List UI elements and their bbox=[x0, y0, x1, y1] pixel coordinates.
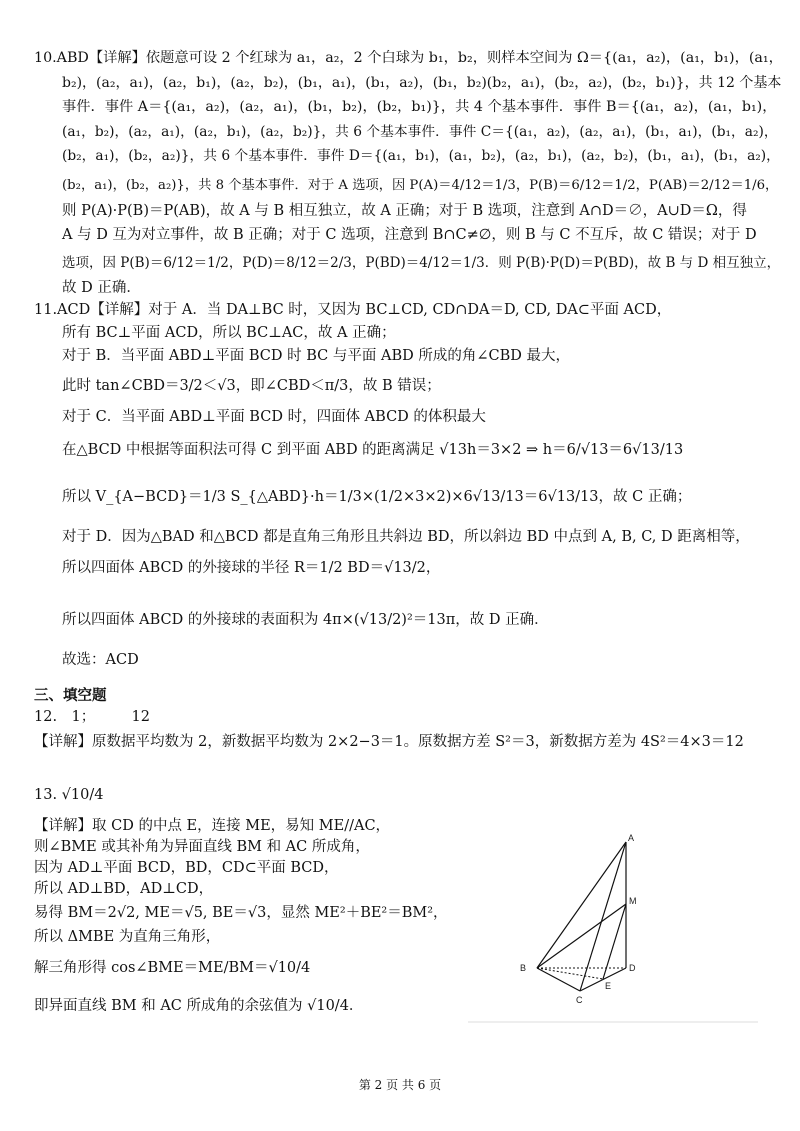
vertex-label-c: C bbox=[576, 995, 583, 1005]
vertex-label-m: M bbox=[629, 896, 637, 906]
q13-line: 则∠BME 或其补角为异面直线 BM 和 AC 所成角， bbox=[34, 839, 370, 855]
vertex-label-d: D bbox=[629, 963, 636, 973]
q10-line: 故 D 正确． bbox=[62, 280, 141, 296]
vertex-label-b: B bbox=[520, 963, 527, 973]
q10-line: (a₁，b₂)，(a₂，a₁)，(a₂，b₁)，(a₂，b₂)}，共 6 个基本事件．事件 C＝{(a₁，a₂)，(a₂，a₁)，(b₁，a₁)，(b₁，a₂)， bbox=[62, 124, 778, 140]
q11-line: 所以 V_{A−BCD}＝1/3 S_{△ABD}·h＝1/3×(1/2×3×2)×6√13/13＝6√13/13，故 C 正确； bbox=[62, 489, 692, 505]
q10-line: A 与 D 互为对立事件，故 B 正确；对于 C 选项，注意到 B∩C≠∅，则 B 与 C 不互斥，故 C 错误；对于 D bbox=[62, 227, 757, 243]
q11-line: 11.ACD【详解】对于 A．当 DA⊥BC 时，又因为 BC⊥CD, CD∩DA＝D, CD, DA⊂平面 ACD， bbox=[34, 302, 672, 318]
q11-line: 对于 B．当平面 ABD⊥平面 BCD 时 BC 与平面 ABD 所成的角∠CBD 最大， bbox=[62, 348, 570, 364]
q13-line: 即异面直线 BM 和 AC 所成角的余弦值为 √10/4． bbox=[34, 998, 364, 1014]
q10-line: 事件．事件 A＝{(a₁，a₂)，(a₂，a₁)，(b₁，b₂)，(b₂，b₁)}，共 4 个基本事件．事件 B＝{(a₁，a₂)，(a₁，b₁)， bbox=[62, 99, 777, 115]
q13-answer: 13. √10/4 bbox=[34, 787, 104, 803]
q10-line: 则 P(A)·P(B)＝P(AB)，故 A 与 B 相互独立，故 A 正确；对于 B 选项，注意到 A∩D＝∅，A∪D＝Ω，得 bbox=[62, 203, 747, 219]
q11-line: 此时 tan∠CBD＝3/2＜√3，即∠CBD＜π/3，故 B 错误； bbox=[62, 378, 441, 394]
q12-detail: 【详解】原数据平均数为 2，新数据平均数为 2×2−3＝1。原数据方差 S²＝3，新数据方差为 4S²＝4×3＝12 bbox=[34, 734, 744, 750]
q13-line: 所以 ΔMBE 为直角三角形， bbox=[34, 929, 221, 945]
q11-line: 所有 BC⊥平面 ACD，所以 BC⊥AC，故 A 正确； bbox=[62, 325, 396, 341]
q13-line: 所以 AD⊥BD，AD⊥CD， bbox=[34, 881, 214, 897]
q10-line: 10.ABD【详解】依题意可设 2 个红球为 a₁，a₂，2 个白球为 b₁，b₂，则样本空间为 Ω＝{(a₁，a₂)，(a₁，b₁)，(a₁， bbox=[34, 50, 783, 66]
q11-line: 对于 C．当平面 ABD⊥平面 BCD 时，四面体 ABCD 的体积最大 bbox=[62, 409, 486, 425]
q13-line: 因为 AD⊥平面 BCD，BD，CD⊂平面 BCD， bbox=[34, 860, 339, 876]
vertex-label-e: E bbox=[605, 981, 612, 991]
tetrahedron-figure bbox=[468, 826, 758, 1026]
q10-line: (b₂，a₁)，(b₂，a₂)}，共 6 个基本事件．事件 D＝{(a₁，b₁)，(a₁，b₂)，(a₂，b₁)，(a₂，b₂)，(b₁，a₁)，(b₁，a₂)， bbox=[62, 148, 780, 164]
q11-line: 在△BCD 中根据等面积法可得 C 到平面 ABD 的距离满足 √13h＝3×2 ⇒ h＝6/√13＝6√13/13 bbox=[62, 442, 684, 458]
q13-line: 解三角形得 cos∠BME＝ME/BM＝√10/4 bbox=[34, 960, 311, 976]
q11-line: 对于 D．因为△BAD 和△BCD 都是直角三角形且共斜边 BD，所以斜边 BD 中点到 A, B, C, D 距离相等， bbox=[62, 529, 750, 545]
q12-answer: 12. 1； 12 bbox=[34, 709, 150, 725]
page-footer: 第 2 页 共 6 页 bbox=[358, 1078, 442, 1092]
q11-line: 所以四面体 ABCD 的外接球的表面积为 4π×(√13/2)²＝13π，故 D 正确． bbox=[62, 612, 549, 628]
q13-line: 易得 BM＝2√2, ME＝√5, BE＝√3，显然 ME²＋BE²＝BM²， bbox=[34, 905, 448, 921]
q10-line: (b₂，a₁)，(b₂，a₂)}，共 8 个基本事件．对于 A 选项，因 P(A)＝4/12＝1/3，P(B)＝6/12＝1/2，P(AB)＝2/12＝1/6， bbox=[62, 178, 779, 193]
q11-line: 所以四面体 ABCD 的外接球的半径 R＝1/2 BD＝√13/2， bbox=[62, 560, 441, 576]
q11-line: 故选：ACD bbox=[62, 652, 139, 668]
q10-line: 选项，因 P(B)＝6/12＝1/2，P(D)＝8/12＝2/3，P(BD)＝4/12＝1/3．则 P(B)·P(D)＝P(BD)，故 B 与 D 相互独立， bbox=[62, 255, 781, 271]
q13-line: 【详解】取 CD 的中点 E，连接 ME，易知 ME//AC， bbox=[34, 818, 391, 834]
q10-line: b₂)，(a₂，a₁)，(a₂，b₁)，(a₂，b₂)，(b₁，a₁)，(b₁，a₂)，(b₁，b₂)(b₂，a₁)，(b₂，a₂)，(b₂，b₁)}，共 12 个基本 bbox=[62, 75, 782, 91]
section-title: 三、填空题 bbox=[34, 688, 107, 704]
vertex-label-a: A bbox=[628, 833, 635, 843]
